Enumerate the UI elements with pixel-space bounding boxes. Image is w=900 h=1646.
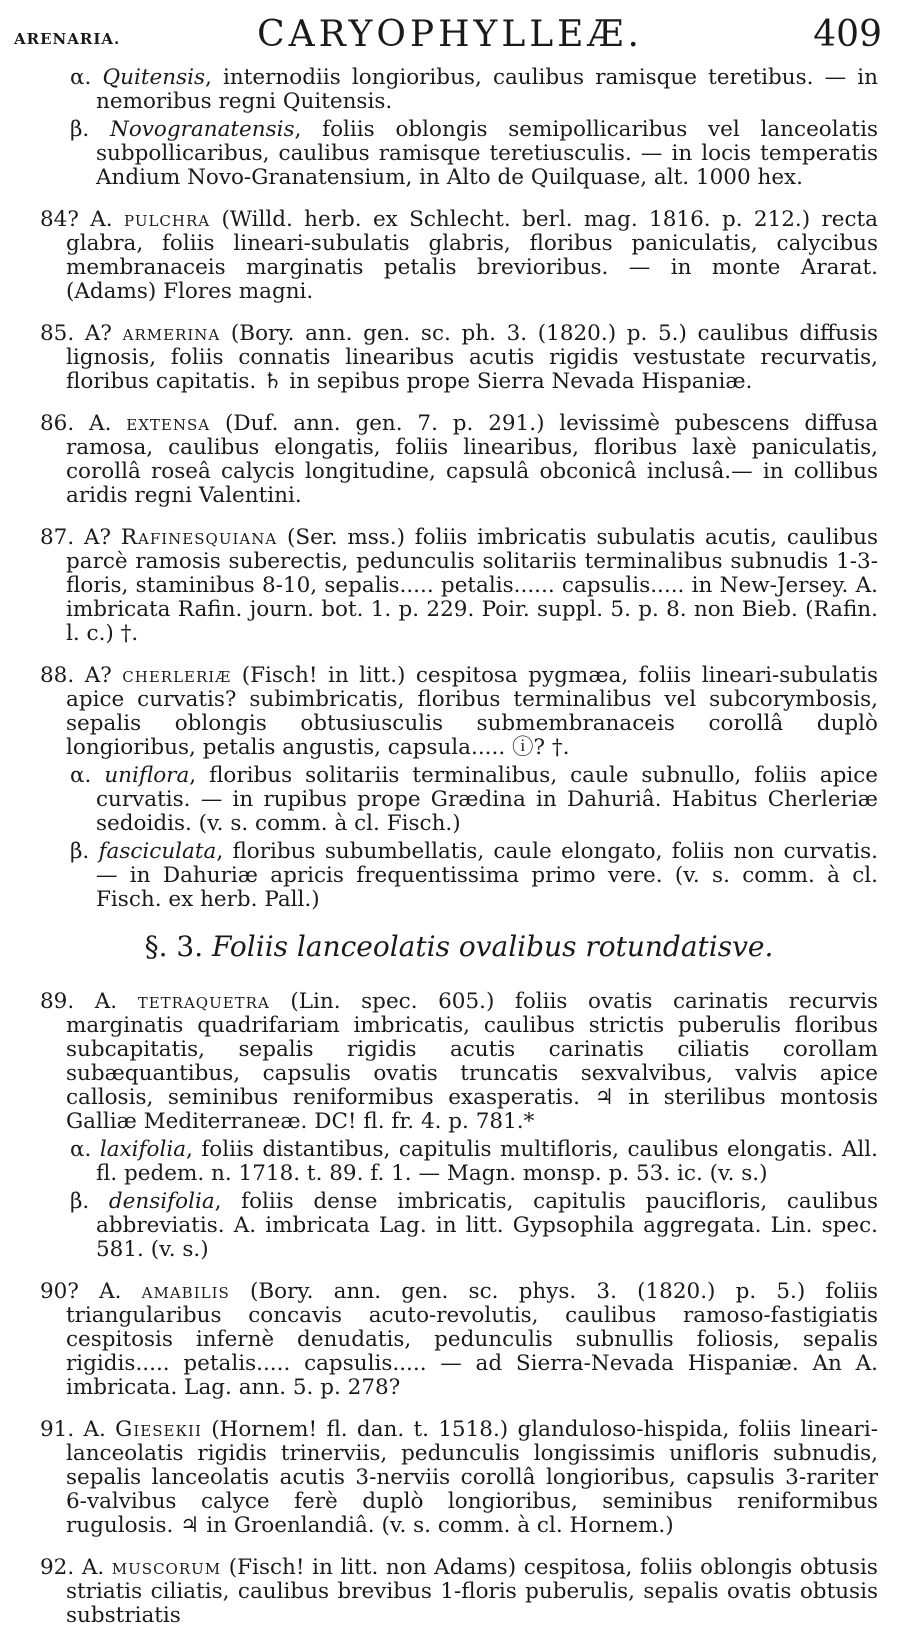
species-entry-86: 86. A. extensa (Duf. ann. gen. 7. p. 291.) levissimè pubescens diffusa ramosa, caulibus elongatis, foliis linearibus, floribus laxè paniculatis, corollâ roseâ calycis longitudine, capsulâ obconicâ inclusâ.— in collibus aridis regni Valentini. <box>40 411 879 508</box>
page-body <box>40 66 878 1646</box>
header-family-title: CARYOPHYLLEÆ. <box>257 14 643 55</box>
species-entry-89: 89. A. tetraquetra (Lin. spec. 605.) foliis ovatis carinatis recurvis marginatis quadrifariam imbricatis, caulibus strictis puberulis floribus subcapitatis, sepalis rigidis acutis carinatis ciliatis corollam subæquantibus, capsulis ovatis truncatis sexvalvibus, valvis apice callosis, seminibus reniformibus exasperatis. ♃ in sterilibus montosis Galliæ Mediterraneæ. DC! fl. fr. 4. p. 781.* <box>40 989 879 1134</box>
variety-novogranatensis: β. Novogranatensis, foliis oblongis semipollicaribus vel lanceolatis subpollicaribus, caulibus ramisque teretiusculis. — in locis temperatis Andium Novo-Granatensium, in Alto de Quilquase, alt. 1000 hex. <box>70 117 878 190</box>
variety-densifolia: β. densifolia, foliis dense imbricatis, capitulis paucifloris, caulibus abbreviatis. A. imbricata Lag. in litt. Gypsophila aggregata. Lin. spec. 581. (v. s.) <box>70 1189 878 1262</box>
species-entry-91: 91. A. Gieseкii (Hornem! fl. dan. t. 1518.) glanduloso-hispida, foliis lineari-lanceolatis rigidis trinerviis, pedunculis longissimis unifloris subnudis, sepalis lanceolatis acutis 3-nerviis corollâ longioribus, capsulis 3-rariter 6-valvibus calyce ferè duplò longioribus, seminibus reniformibus rugulosis. ♃ in Groenlandiâ. (v. s. comm. à cl. Hornem.) <box>40 1417 878 1538</box>
section-heading: §. 3. Foliis lanceolatis ovalibus rotundatisve. <box>144 930 774 963</box>
species-entry-87: 87. A? Rafinesquiana (Ser. mss.) foliis imbricatis subulatis acutis, caulibus parcè ramosis suberectis, pedunculis solitariis terminalibus subnudis 1-3-floris, staminibus 8-10, sepalis..... petalis...... capsulis..... in New-Jersey. A. imbricata Rafin. journ. bot. 1. p. 229. Poir. suppl. 5. p. 8. non Bieb. (Rafin. l. c.) †. <box>40 525 878 646</box>
page-number: 409 <box>813 14 882 55</box>
running-header <box>14 14 886 62</box>
variety-quitensis: α. Quitensis, internodiis longioribus, caulibus ramisque teretibus. — in nemoribus regni Quitensis. <box>70 65 878 114</box>
species-entry-84: 84? A. pulchra (Willd. herb. ex Schlecht. berl. mag. 1816. p. 212.) recta glabra, foliis lineari-subulatis glabris, floribus paniculatis, calycibus membranaceis marginatis petalis brevioribus. — in monte Ararat. (Adams) Flores magni. <box>40 207 878 304</box>
species-entry-92: 92. A. muscorum (Fisch! in litt. non Adams) cespitosa, foliis oblongis obtusis striatis ciliatis, caulibus brevibus 1-floris puberulis, sepalis ovatis obtusis substriatis <box>40 1555 878 1628</box>
variety-laxifolia: α. laxifolia, foliis distantibus, capitulis multifloris, caulibus elongatis. All. fl. pedem. n. 1718. t. 89. f. 1. — Magn. monsp. p. 53. ic. (v. s.) <box>70 1137 878 1186</box>
species-entry-90: 90? A. amabilis (Bory. ann. gen. sc. phys. 3. (1820.) p. 5.) foliis triangularibus concavis acuto-revolutis, caulibus ramoso-fastigiatis cespitosis infernè denudatis, pedunculis subnullis foliosis, sepalis rigidis..... petalis..... capsulis..... — ad Sierra-Nevada Hispaniæ. An A. imbricata. Lag. ann. 5. p. 278? <box>40 1279 879 1400</box>
variety-uniflora: α. uniflora, floribus solitariis terminalibus, caule subnullo, foliis apice curvatis. — in rupibus prope Grædina in Dahuriâ. Habitus Cherleriæ sedoidis. (v. s. comm. à cl. Fisch.) <box>70 763 878 836</box>
species-entry-85: 85. A? armerina (Bory. ann. gen. sc. ph. 3. (1820.) p. 5.) caulibus diffusis lignosis, foliis connatis linearibus acutis rigidis vestustate recurvatis, floribus capitatis. ♄ in sepibus prope Sierra Nevada Hispaniæ. <box>40 321 879 394</box>
variety-fasciculata: β. fasciculata, floribus subumbellatis, caule elongato, foliis non curvatis. — in Dahuriæ apricis frequentissima primo vere. (v. s. comm. à cl. Fisch. ex herb. Pall.) <box>70 839 878 912</box>
species-entry-88: 88. A? cherleriæ (Fisch! in litt.) cespitosa pygmæa, foliis lineari-subulatis apice curvatis? subimbricatis, floribus terminalibus vel subcorymbosis, sepalis oblongis obtusiusculis submembranaceis corollâ duplò longioribus, petalis angustis, capsula..... ⓘ? †. <box>40 663 879 760</box>
header-genus: ARENARIA. <box>14 30 121 48</box>
